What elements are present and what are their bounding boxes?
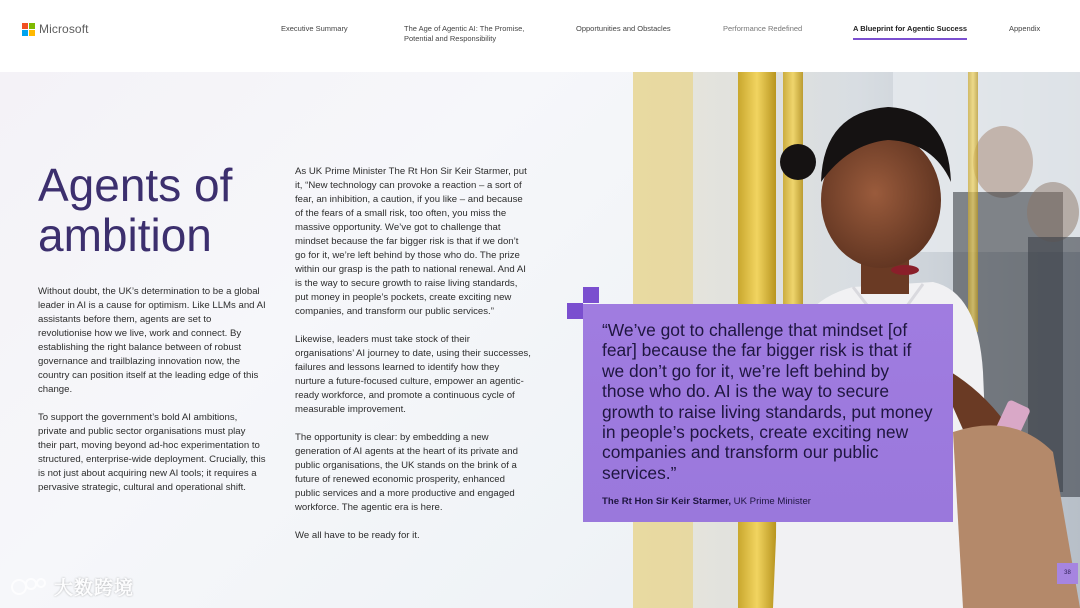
microsoft-squares-icon [22, 23, 35, 36]
top-navigation-bar [0, 0, 1080, 72]
nav-age-of-agentic-ai[interactable]: The Age of Agentic AI: The Promise, Potential and Responsibility [404, 24, 525, 43]
microsoft-logo[interactable] [22, 22, 89, 36]
nav-blueprint-agentic-success[interactable]: A Blueprint for Agentic Success [853, 24, 968, 33]
page-number: 38 [1057, 563, 1078, 584]
nav-performance-redefined[interactable]: Performance Redefined [723, 24, 803, 33]
paragraph: The opportunity is clear: by embedding a new generation of AI agents at the heart of its private and public organisations, the UK stands on the brink of a future of renewed economic prosperity, enhanced public services and a more productive and engaged workforce. The agentic era is here. [295, 432, 518, 513]
decorative-square [567, 303, 583, 319]
watermark [10, 573, 134, 600]
logo-square-yellow [29, 30, 35, 36]
attribution-role: UK Prime Minister [731, 496, 811, 507]
watermark-logo-icon [10, 575, 48, 599]
page-title: Agents of ambition [38, 159, 233, 261]
paragraph: To support the government’s bold AI ambitions, private and public sector organisations must play their part, moving beyond ad-hoc experimentation to structured, enterprise-wide deployment. Crucially, this is not just about acquiring new AI tools; it requires a pervasive strategic, cultural and operational shift. [38, 412, 266, 493]
paragraph: As UK Prime Minister The Rt Hon Sir Keir Starmer, put it, “New technology can provoke a reaction – a sort of fear, an inhibition, a caution, if you like – and because of the fears of a small risk, too often, you miss the massive opportunity. We’ve got to challenge that mindset because the far bigger risk is that if we don’t go for it, we’re left behind by those who do. The prize within our grasp is the path to national renewal. And AI is the way to secure growth to raise living standards, put money in people’s pockets, create exciting new companies, and transform our public services.” [295, 166, 527, 317]
logo-square-red [22, 23, 28, 29]
paragraph: Likewise, leaders must take stock of their organisations’ AI journey to date, using their successes, failures and lessons learned to identify how they nurture a future-focused culture, empower an agentic-ready workforce, and promote a continuous cycle of measurable improvement. [295, 334, 531, 415]
left-text-column [38, 285, 266, 509]
pull-quote-card [583, 304, 953, 522]
pull-quote-attribution [602, 496, 811, 507]
paragraph: Without doubt, the UK’s determination to be a global leader in AI is a cause for optimism. Like LLMs and AI assistants before them, agents are set to revolutionise how we live, work and connect. By establishing the right balance between of robust governance and trailblazing innovation now, the country can position itself at the leading edge of this change. [38, 286, 266, 395]
nav-appendix[interactable]: Appendix [1009, 24, 1041, 33]
attribution-name: The Rt Hon Sir Keir Starmer, [602, 496, 732, 507]
pull-quote-text: “We’ve got to challenge that mindset [of fear] because the far bigger risk is that if we don’t go for it, we’re left behind by those who do. AI is the way to secure growth to raise living standards, put money in people’s pockets, create exciting new companies and transform our public services.” [602, 320, 933, 483]
logo-square-green [29, 23, 35, 29]
watermark-text: 大数跨境 [54, 578, 135, 599]
logo-square-blue [22, 30, 28, 36]
decorative-square [583, 287, 599, 303]
nav-opportunities-obstacles[interactable]: Opportunities and Obstacles [576, 24, 671, 33]
paragraph: We all have to be ready for it. [295, 530, 420, 541]
brand-name: Microsoft [39, 22, 89, 36]
nav-executive-summary[interactable]: Executive Summary [281, 24, 348, 33]
middle-text-column [295, 165, 531, 557]
